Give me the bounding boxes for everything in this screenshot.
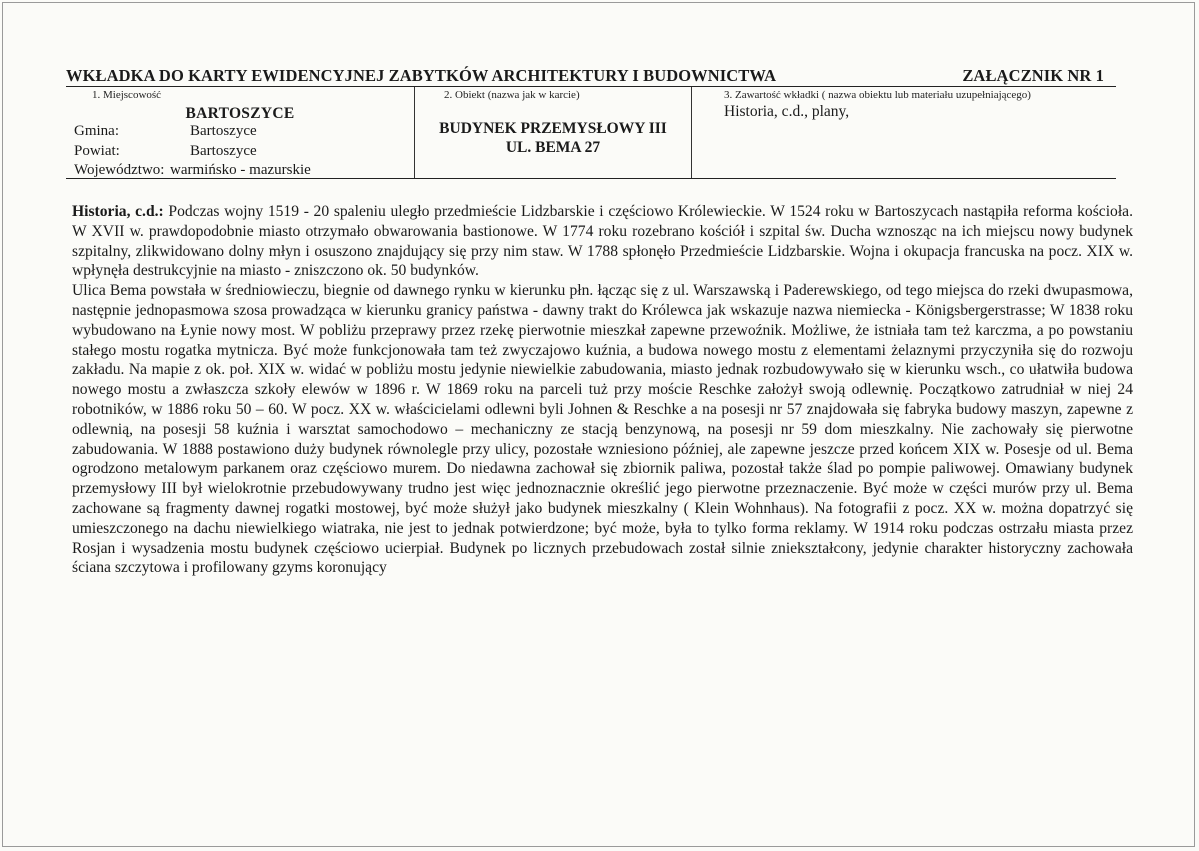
info-table [66, 86, 1116, 179]
contents-label: 3. Zawartość wkładki ( nazwa obiektu lub materiału uzupełniającego) [724, 89, 1031, 101]
gmina-label: Gmina: [74, 123, 119, 139]
history-text [72, 202, 1133, 578]
object-label: 2. Obiekt (nazwa jak w karcie) [444, 89, 580, 101]
document-title: WKŁADKA DO KARTY EWIDENCYJNEJ ZABYTKÓW ARCHITEKTURY I BUDOWNICTWA [66, 66, 777, 85]
location-label: 1. Miejscowość [92, 89, 162, 101]
history-paragraph-1 [72, 202, 1133, 281]
location-cell [66, 87, 415, 178]
object-name-line2: UL. BEMA 27 [505, 139, 601, 156]
document-header [66, 66, 1116, 86]
contents-cell [692, 87, 1116, 178]
wojewodztwo-label: Województwo: [74, 162, 165, 178]
object-cell [415, 87, 692, 178]
history-heading: Historia, c.d.: [72, 203, 164, 220]
history-paragraph-2: Ulica Bema powstała w średniowieczu, biegnie od dawnego rynku w kierunku płn. łącząc się z ul. Warszawską i Paderewskiego, od tego miejsca do rzeki dwupasmowa, następnie jednopasmowa szosa prowadząca w kierunku granicy państwa - dawny trakt do Królewca jak wskazuje nazwa niemiecka - Königsbergerstrasse; W 1838 roku wybudowano na Łynie nowy most. W pobliżu przeprawy przez rzekę pierwotnie mieszkał zapewne przewoźnik. Możliwe, że istniała tam też karczma, a po powstaniu stałego mostu rogatka mytnicza. Być może funkcjonowała tam też zwyczajowo kuźnia, a budowa nowego mostu z elementami żelaznymi przyczyniła się do rozwoju zakładu. Na mapie z ok. poł. XIX w. widać w pobliżu mostu jedynie niewielkie zabudowania, miasto jednak rozbudowywało się w kierunku wsch., co ułatwiła budowa nowego mostu a zwłaszcza szkoły elewów w 1896 r. W 1869 roku na parceli tuż przy moście Reschke założył swoją odlewnię. Początkowo zatrudniał w niej 24 robotników, w 1886 roku 50 – 60. W pocz. XX w. właścicielami odlewni byli Johnen & Reschke a na posesji nr 57 znajdowała się fabryka budowy maszyn, zapewne z odlewnią, na posesji 58 kuźnia i warsztat samochodowo – mechaniczny ze stacją benzynową, na posesji nr 59 dom mieszkalny. Nie zachowały się pierwotne zabudowania. W 1888 postawiono duży budynek równolegle przy ulicy, pozostałe wzniesiono później, ale zapewne jeszcze przed końcem XIX w. Posesje od ul. Bema ogrodzono metalowym parkanem oraz częściowo murem. Do niedawna zachował się zbiornik paliwa, pozostał także ślad po pompie paliwowej. Omawiany budynek przemysłowy III był wielokrotnie przebudowywany trudno jest więc jednoznacznie określić jego pierwotne przeznaczenie. Być może w części murów przy ul. Bema zachowane są fragmenty dawnej rogatki mostowej, być może służył jako budynek mieszkalny ( Klein Wohnhaus). Na fotografii z pocz. XX w. można dopatrzyć się umieszczonego na dachu niewielkiego wiatraka, nie jest to jednak potwierdzone; być może, była to tylko forma reklamy. W 1914 roku podczas ostrzału miasta przez Rosjan i wysadzenia mostu budynek częściowo ucierpiał. Budynek po licznych przebudowach został silnie zniekształcony, jedynie charakter historyczny zachowała ściana szczytowa i profilowany gzyms koronujący [72, 282, 1133, 577]
wojewodztwo-value: warmińsko - mazurskie [170, 162, 311, 178]
location-name: BARTOSZYCE [185, 105, 295, 122]
powiat-label: Powiat: [74, 143, 120, 159]
gmina-value: Bartoszyce [190, 123, 257, 139]
object-name [415, 119, 691, 157]
powiat-value: Bartoszyce [190, 143, 257, 159]
history-paragraph-1-text: Podczas wojny 1519 - 20 spaleniu uległo przedmieście Lidzbarskie i częściowo Królewieckie. W 1524 roku w Bartoszycach nastąpiła reforma kościoła. W XVII w. prawdopodobnie miasto otrzymało obwarowania bastionowe. W 1774 roku rozebrano kościół i szpital św. Ducha wznosząc na ich miejscu nowy budynek szpitalny, zlikwidowano dolny młyn i osuszono znajdujący się przy nim staw. W 1788 spłonęło Przedmieście Lidzbarskie. Wojna i okupacja francuska na pocz. XIX w. wpłynęła destrukcyjnie na miasto - zniszczono ok. 50 budynków. [72, 203, 1134, 280]
annex-number: ZAŁĄCZNIK NR 1 [962, 66, 1104, 85]
object-name-line1: BUDYNEK PRZEMYSŁOWY III [439, 120, 667, 137]
contents-value: Historia, c.d., plany, [724, 103, 850, 120]
